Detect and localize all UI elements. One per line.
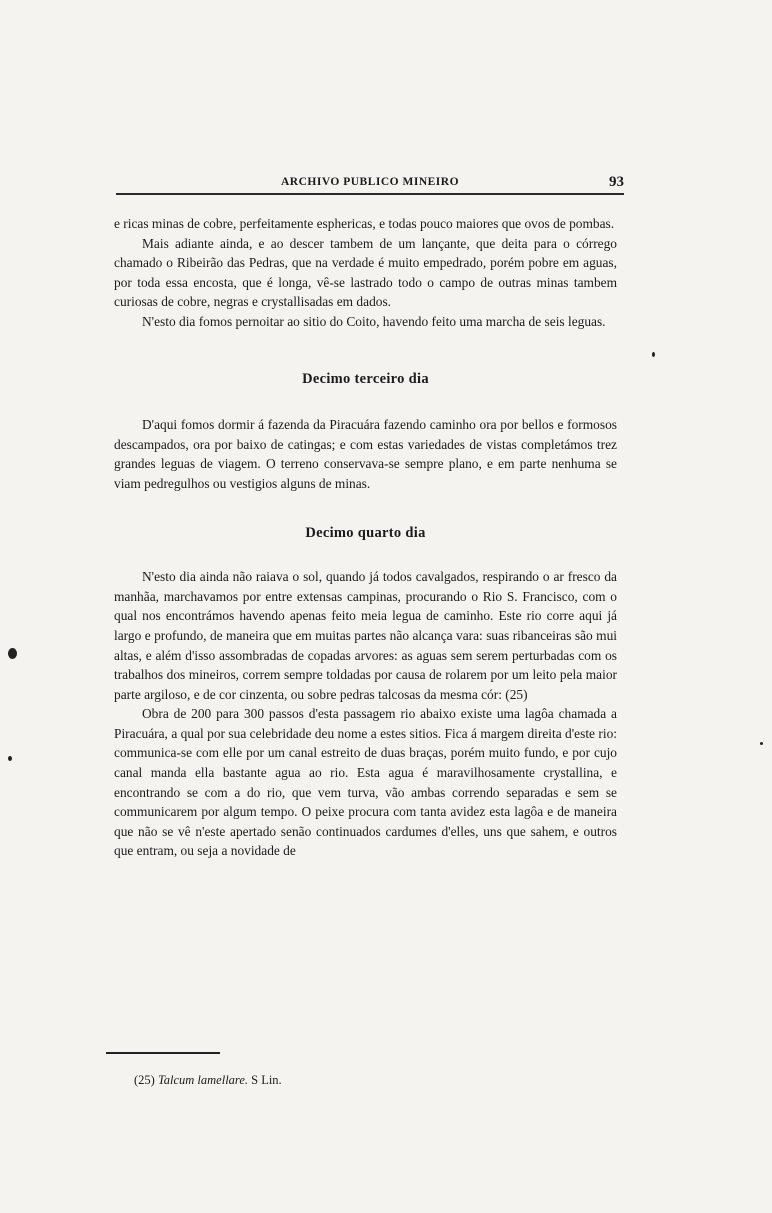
footnote xyxy=(134,1073,282,1088)
footnote-text: Talcum lamellare. xyxy=(157,1073,248,1087)
paragraph: Obra de 200 para 300 passos d'esta passagem rio abaixo existe uma lagôa chamada a Piracuára, a qual por sua celebridade deu nome a estes sitios. Fica á margem direita d'este rio: communica-se com elle por um canal estreito de duas braças, porém muito fundo, e por cujo canal manda ella bastante agua ao rio. Esta agua é maravilhosamente crystallina, e encontrando se com a do rio, que vem turva, vão ambas correndo separadas e sem se communicarem por algum tempo. O peixe procura com tanta avidez esta lagôa e de maneira que não se vê n'este apertado senão continuados cardumes d'elles, uns que sahem, e outros que entram, ou seja a novidade de xyxy=(114,706,617,859)
ink-speck xyxy=(760,742,763,745)
paragraph: Mais adiante ainda, e ao descer tambem de um lançante, que deita para o córrego chamado o Ribeirão das Pedras, que na verdade é muito empedrado, porém pobre em aguas, por toda essa encosta, que é longa, vê-se lastrado todo o campo de outras minas tambem curiosas de cobre, negras e crystallisadas em dados. xyxy=(114,235,617,310)
section-heading: Decimo quarto dia xyxy=(305,524,426,541)
ink-speck xyxy=(652,352,655,357)
ink-speck xyxy=(8,756,12,761)
paragraph: N'esto dia fomos pernoitar ao sitio do Coito, havendo feito uma marcha de seis leguas. xyxy=(142,313,606,329)
paragraph: e ricas minas de cobre, perfeitamente esphericas, e todas pouco maiores que ovos de pombas. xyxy=(114,216,615,231)
page-number: 93 xyxy=(609,174,624,190)
header-rule xyxy=(116,193,624,195)
footnote-rule xyxy=(106,1052,220,1054)
paragraph: D'aqui fomos dormir á fazenda da Piracuára fazendo caminho ora por bellos e formosos descampados, ora por baixo de catingas; e com estas variedades de vistas completámos trez grandes leguas de viagem. O terreno conservava-se sempre plano, e em parte nenhuma se viam pedregulhos ou vestigios alguns de minas. xyxy=(114,417,617,491)
page-body xyxy=(114,214,617,861)
footnote-marker: (25) xyxy=(134,1073,155,1087)
section-heading: Decimo terceiro dia xyxy=(302,370,429,387)
header-title: ARCHIVO PUBLICO MINEIRO xyxy=(280,176,460,188)
ink-speck xyxy=(8,648,17,659)
paragraph: N'esto dia ainda não raiava o sol, quando já todos cavalgados, respirando o ar fresco da manhãa, marchavamos por entre extensas campinas, procurando o Rio S. Francisco, com o qual nos encontrámos havendo apenas feito meia legua de caminho. Este rio corre aqui já largo e profundo, de maneira que em muitas partes não alcança vara: suas ribanceiras são mui altas, e além d'isso assombradas de copadas arvores: as aguas sem serem perturbadas com os trabalhos dos mineiros, correm sempre toldadas por causa de rolarem por um leito pela maior parte argiloso, e de cor cinzenta, ou sobre pedras talcosas da mesma cór: (25) xyxy=(114,569,617,702)
footnote-ref: S Lin. xyxy=(251,1073,282,1087)
